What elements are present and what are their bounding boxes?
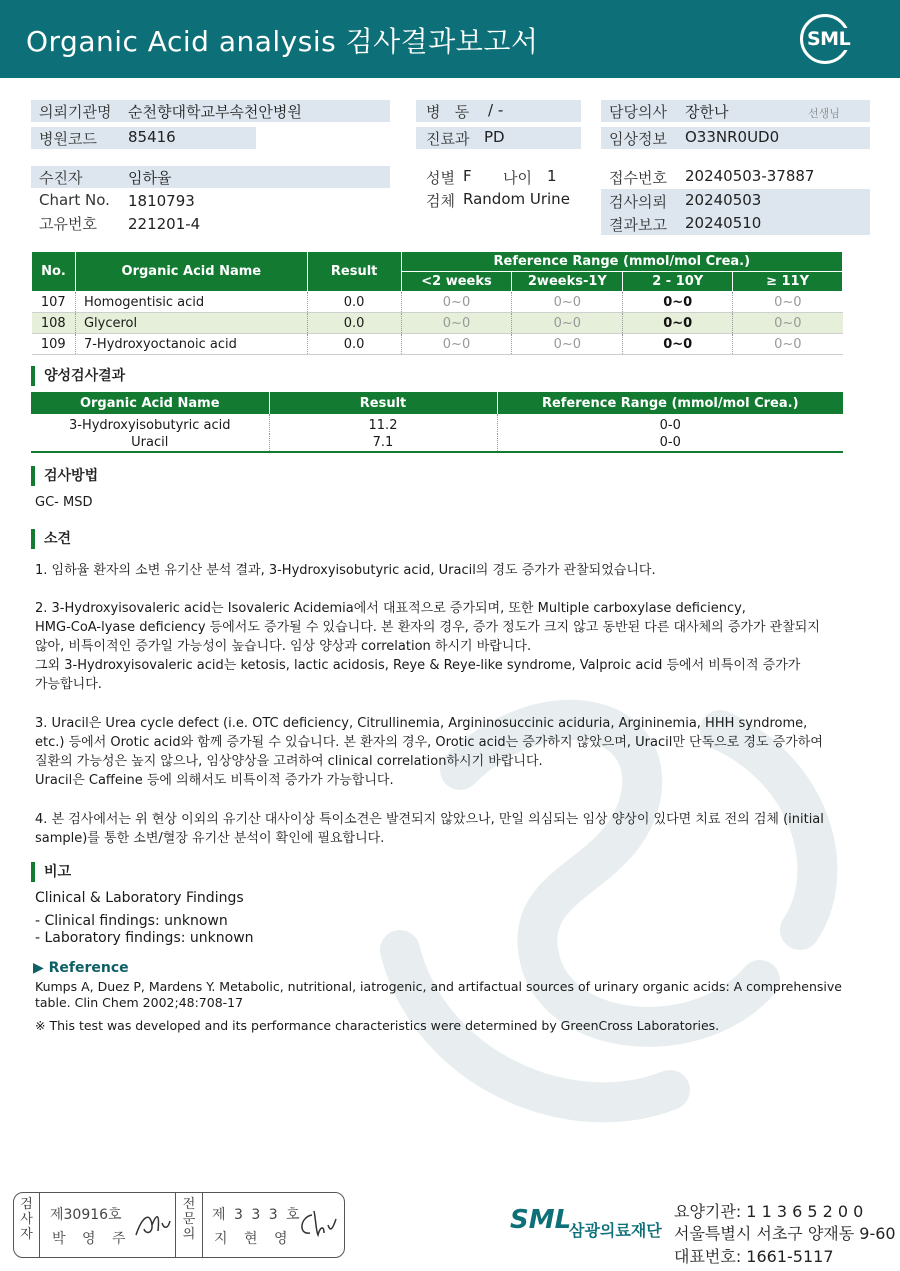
sml-logo: SML bbox=[807, 28, 851, 50]
text-line: 2. 3-Hydroxyisovaleric acid는 Isovaleric Acidemia에서 대표적으로 증가되며, 또한 Multiple carboxylase deficiency, bbox=[35, 601, 746, 616]
text-line: 질환의 가능성은 높지 않으나, 임상양상을 고려하여 clinical correlation하시기 바랍니다. bbox=[35, 754, 543, 769]
dept-label: 진료과 bbox=[426, 130, 470, 148]
method-section-title: 검사방법 bbox=[31, 466, 98, 486]
cell-range: 0~0 bbox=[401, 313, 512, 334]
remarks-section-title: 비고 bbox=[31, 862, 71, 882]
cell-result: 7.1 bbox=[269, 434, 497, 452]
doctor-label: 담당의사 bbox=[609, 103, 667, 121]
cell-result: 0.0 bbox=[307, 334, 401, 355]
cell-range: 0~0 bbox=[733, 292, 843, 313]
name-label: 수진자 bbox=[39, 169, 83, 187]
info-bar bbox=[31, 166, 390, 188]
cell-range: 0~0 bbox=[401, 292, 512, 313]
opinion-section-title: 소견 bbox=[31, 529, 71, 549]
cell-name: Uracil bbox=[31, 434, 269, 452]
method-text: GC- MSD bbox=[35, 495, 93, 510]
cell-range: 0~0 bbox=[733, 334, 843, 355]
cell-name: 7-Hydroxyoctanoic acid bbox=[75, 334, 307, 355]
inspector-license: 제30916호 bbox=[50, 1207, 122, 1223]
clinical-label: 임상정보 bbox=[609, 130, 667, 148]
col-range-2: 2weeks-1Y bbox=[512, 272, 623, 292]
positive-table bbox=[31, 392, 843, 453]
col-result: Result bbox=[269, 392, 497, 414]
reference-title: ▶ Reference bbox=[33, 960, 129, 976]
text-line: 그외 3-Hydroxyisovaleric acid는 ketosis, lactic acidosis, Reye & Reye-like syndrome, Valproic acid 등에서 비특이적 증가가 bbox=[35, 658, 801, 673]
cell-reference: 0-0 bbox=[659, 418, 681, 433]
report-date-value: 20240510 bbox=[685, 214, 762, 232]
inspector-label bbox=[14, 1193, 40, 1257]
specialist-signature bbox=[294, 1207, 338, 1241]
table-row bbox=[31, 414, 843, 434]
clinical-value: O33NR0UD0 bbox=[685, 128, 780, 146]
text-line: 가능합니다. bbox=[35, 677, 102, 692]
reference-line: table. Clin Chem 2002;48:708-17 bbox=[35, 995, 244, 1010]
cell-range: 0~0 bbox=[512, 313, 623, 334]
col-range-1: <2 weeks bbox=[401, 272, 512, 292]
sex-label: 성별 bbox=[426, 169, 455, 187]
remarks-line: - Laboratory findings: unknown bbox=[35, 930, 254, 946]
receipt-label: 접수번호 bbox=[609, 169, 667, 187]
table-row bbox=[31, 434, 843, 452]
remarks-line: Clinical & Laboratory Findings bbox=[35, 890, 244, 906]
text-line: HMG-CoA-lyase deficiency 등에서도 증가될 수 있습니다. 본 환자의 경우, 증가 정도가 크지 않고 동반된 다른 대사체의 증가가 관찰되지 bbox=[35, 620, 820, 635]
cell-range: 0~0 bbox=[733, 313, 843, 334]
text-line: 4. 본 검사에서는 위 현상 이외의 유기산 대사이상 특이소견은 발견되지 않았으나, 만일 의심되는 임상 양상이 있다면 치료 전의 검체 (initial bbox=[35, 812, 824, 827]
hospital-code-value: 85416 bbox=[128, 128, 176, 146]
col-name: Organic Acid Name bbox=[75, 252, 307, 292]
specimen-label: 검체 bbox=[426, 192, 455, 210]
report-date-label: 결과보고 bbox=[609, 216, 667, 234]
cell-name: Homogentisic acid bbox=[75, 292, 307, 313]
cell-result: 0.0 bbox=[307, 313, 401, 334]
cell-range: 0~0 bbox=[623, 334, 733, 355]
inspector-signature bbox=[132, 1207, 172, 1241]
opinion-paragraph-1 bbox=[35, 561, 656, 580]
table-row bbox=[32, 313, 843, 334]
text-line: Uracil은 Caffeine 등에 의해서도 비특이적 증가가 가능합니다. bbox=[35, 773, 394, 788]
age-label: 나이 bbox=[503, 169, 532, 187]
cell-no: 109 bbox=[32, 334, 76, 355]
col-range-4: ≥ 11Y bbox=[733, 272, 843, 292]
developer-note: ※ This test was developed and its performance characteristics were determined by GreenCross Laboratories. bbox=[35, 1018, 720, 1033]
col-reference: Reference Range (mmol/mol Crea.) bbox=[497, 392, 843, 414]
col-reference: Reference Range (mmol/mol Crea.) bbox=[401, 252, 842, 272]
cell-no: 108 bbox=[32, 313, 76, 334]
chart-value: 1810793 bbox=[128, 192, 195, 210]
remarks-line: - Clinical findings: unknown bbox=[35, 913, 228, 929]
cell-range: 0~0 bbox=[512, 292, 623, 313]
receipt-value: 20240503-37887 bbox=[685, 167, 815, 185]
specialist-label-text: 전문의 bbox=[182, 1197, 196, 1242]
name-value: 임하율 bbox=[128, 169, 172, 187]
opinion-paragraph-2 bbox=[35, 599, 820, 694]
text-line: etc.) 등에서 Orotic acid와 함께 증가될 수 있습니다. 본 환자의 경우, Orotic acid는 증가하지 않았으며, Uracil만 단독으로 경도 증가하여 bbox=[35, 735, 823, 750]
cell-reference: 0-0 bbox=[497, 434, 843, 452]
text-line: 1. 임하율 환자의 소변 유기산 분석 결과, 3-Hydroxyisobutyric acid, Uracil의 경도 증가가 관찰되었습니다. bbox=[35, 563, 656, 578]
request-label: 검사의뢰 bbox=[609, 193, 667, 211]
opinion-paragraph-3 bbox=[35, 714, 823, 790]
chart-label: Chart No. bbox=[39, 191, 110, 209]
report-header bbox=[0, 0, 900, 78]
footer-agency: 요양기관: 1 1 3 6 5 2 0 0 bbox=[674, 1202, 864, 1221]
hospital-code-label: 병원코드 bbox=[39, 130, 97, 148]
cell-result: 0.0 bbox=[307, 292, 401, 313]
footer-org-name: 삼광의료재단 bbox=[569, 1221, 662, 1240]
dept-value: PD bbox=[484, 128, 505, 146]
inspector-name: 박 영 주 bbox=[52, 1231, 132, 1247]
ward-value: / - bbox=[488, 101, 504, 119]
doctor-suffix: 선생님 bbox=[808, 107, 840, 120]
footer-address: 서울특별시 서초구 양재동 9-60 bbox=[674, 1224, 896, 1243]
uid-label: 고유번호 bbox=[39, 215, 97, 233]
cell-range: 0~0 bbox=[401, 334, 512, 355]
signature-box bbox=[13, 1192, 345, 1258]
ward-label: 병 동 bbox=[426, 103, 470, 121]
cell-no: 107 bbox=[32, 292, 76, 313]
reference-line: Kumps A, Duez P, Mardens Y. Metabolic, nutritional, iatrogenic, and artifactual sources of urinary organic acids: A comprehensive bbox=[35, 979, 842, 994]
cell-name: Glycerol bbox=[75, 313, 307, 334]
cell-range: 0~0 bbox=[623, 313, 733, 334]
specimen-value: Random Urine bbox=[463, 190, 570, 208]
cell-result: 11.2 bbox=[269, 414, 497, 434]
text-line: 않아, 비특이적인 증가일 가능성이 높습니다. 임상 양상과 correlation 하시기 바랍니다. bbox=[35, 639, 532, 654]
institution-value: 순천향대학교부속천안병원 bbox=[128, 103, 302, 121]
report-title: Organic Acid analysis 검사결과보고서 bbox=[26, 25, 539, 58]
uid-value: 221201-4 bbox=[128, 215, 201, 233]
text-line: sample)를 통한 소변/혈장 유기산 분석이 확인에 필요합니다. bbox=[35, 831, 385, 846]
col-name: Organic Acid Name bbox=[31, 392, 269, 414]
doctor-value: 장한나 bbox=[685, 103, 729, 121]
age-value: 1 bbox=[547, 167, 557, 185]
positive-section-title: 양성검사결과 bbox=[31, 366, 125, 386]
cell-range: 0~0 bbox=[512, 334, 623, 355]
footer-phone: 대표번호: 1661-5117 bbox=[674, 1247, 834, 1266]
table-row bbox=[32, 292, 843, 313]
inspector-label-text: 검사자 bbox=[20, 1197, 33, 1242]
text-line: 3. Uracil은 Urea cycle defect (i.e. OTC deficiency, Citrullinemia, Argininosuccinic aciduria, Argininemia, HHH syndrome, bbox=[35, 716, 808, 731]
opinion-paragraph-4 bbox=[35, 810, 824, 848]
table-row bbox=[32, 334, 843, 355]
specialist-label bbox=[175, 1193, 203, 1257]
footer-logo: SML bbox=[510, 1205, 572, 1235]
specialist-license: 제 3 3 3 호 bbox=[212, 1207, 302, 1223]
results-table bbox=[31, 251, 843, 355]
sex-value: F bbox=[463, 167, 472, 185]
col-range-3: 2 - 10Y bbox=[623, 272, 733, 292]
specialist-name: 지 현 영 bbox=[214, 1231, 294, 1247]
col-result: Result bbox=[307, 252, 401, 292]
cell-name: 3-Hydroxyisobutyric acid bbox=[31, 414, 269, 434]
cell-range: 0~0 bbox=[623, 292, 733, 313]
col-no: No. bbox=[32, 252, 76, 292]
request-value: 20240503 bbox=[685, 191, 762, 209]
institution-label: 의뢰기관명 bbox=[39, 103, 112, 121]
